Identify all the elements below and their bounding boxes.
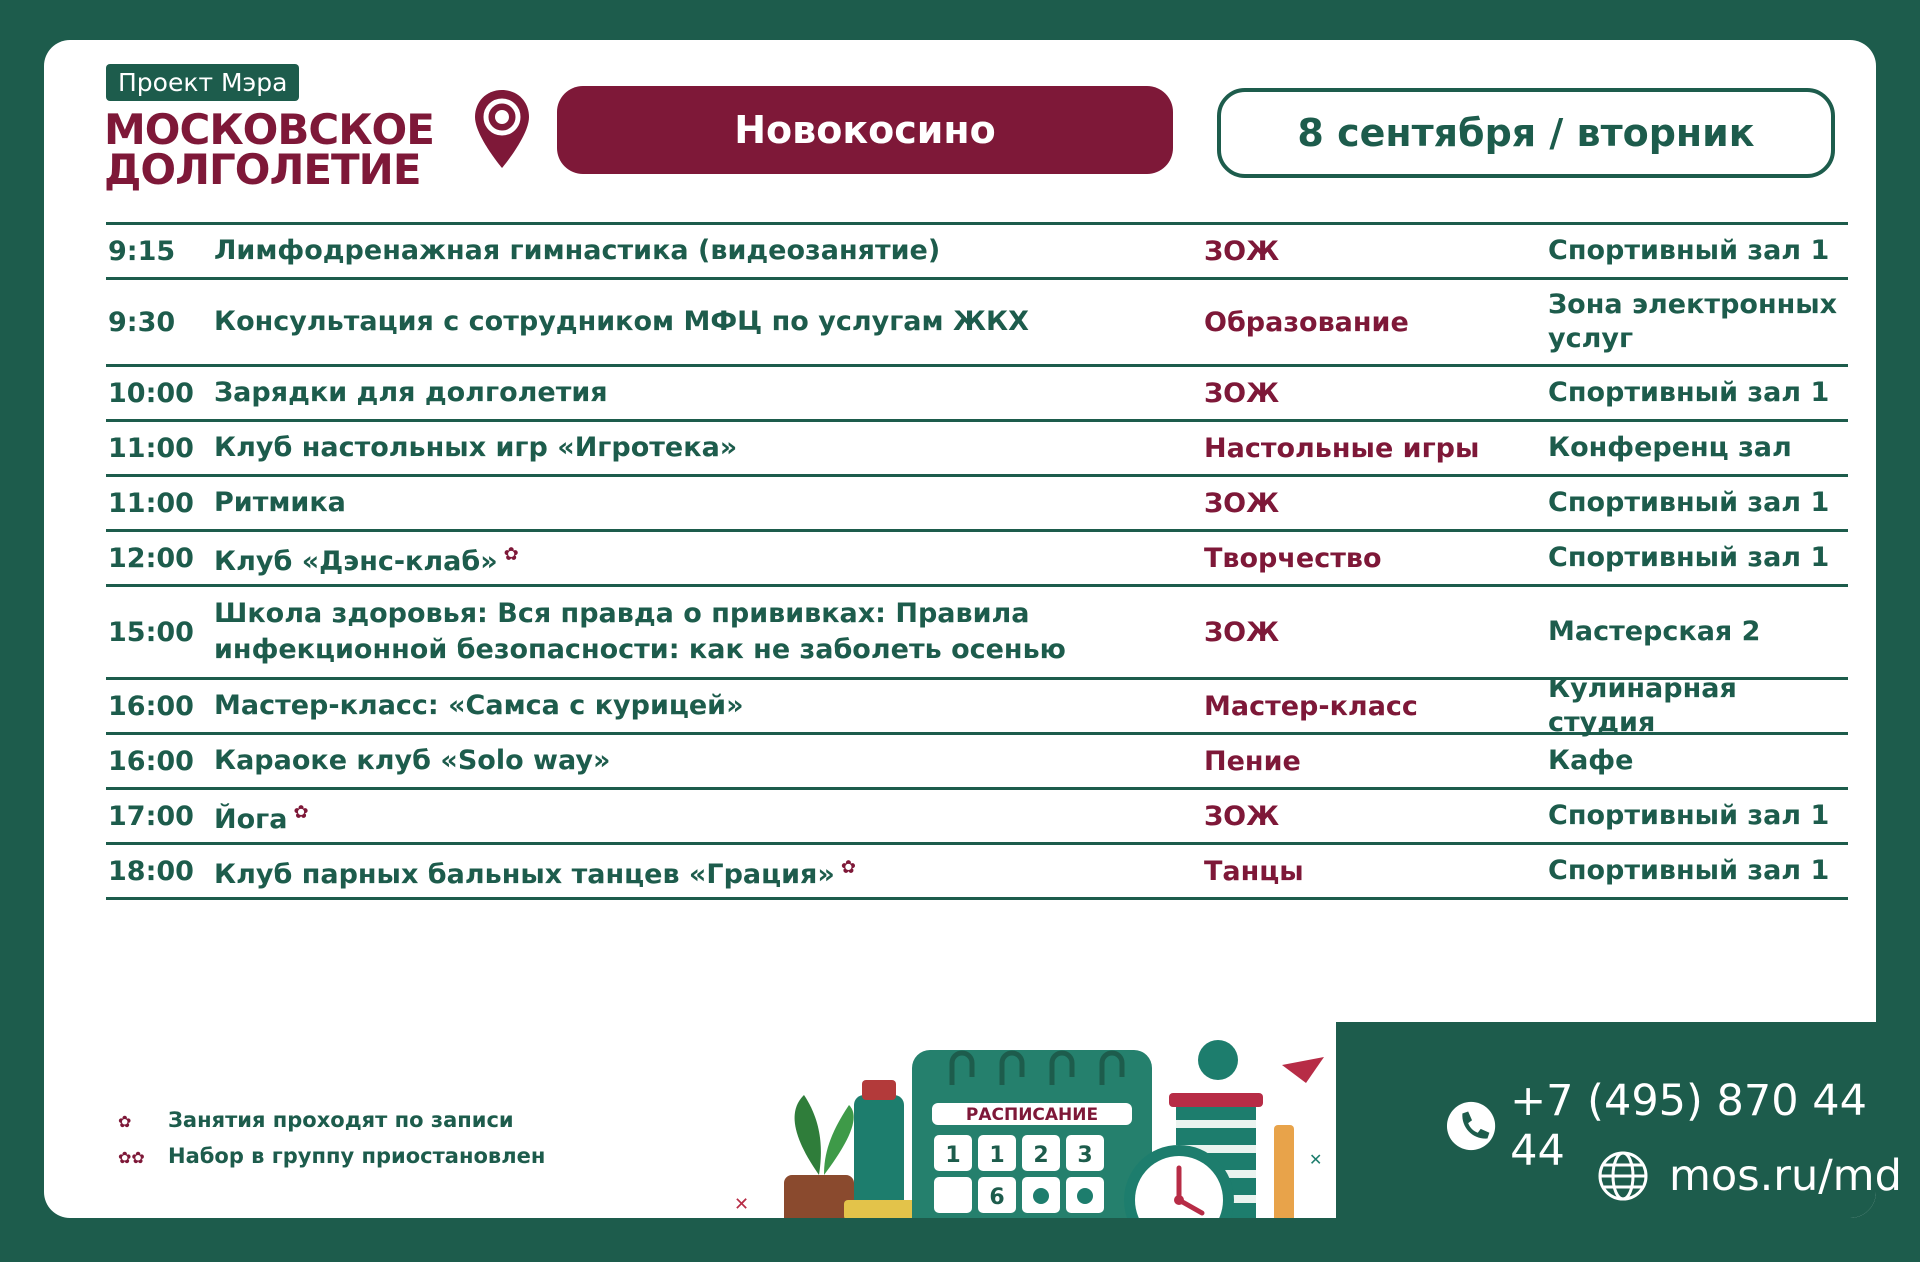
phone-number[interactable]: +7 (495) 870 44 44	[1510, 1076, 1867, 1176]
table-row	[106, 790, 1848, 845]
row-category: Творчество	[1204, 542, 1382, 574]
table-row	[106, 422, 1848, 477]
row-category: Мастер-класс	[1204, 690, 1418, 722]
table-row	[106, 735, 1848, 790]
row-title: Лимфодренажная гимнастика (видеозанятие)	[214, 235, 941, 266]
row-title: Ритмика	[214, 487, 346, 518]
table-row	[106, 532, 1848, 587]
row-place: Кафе	[1548, 745, 1634, 776]
signup-flower-icon: ✿	[840, 856, 856, 878]
row-category: Настольные игры	[1204, 432, 1480, 464]
plant-pot-shape	[784, 1175, 854, 1218]
row-place: Конференц зал	[1548, 432, 1792, 463]
row-category: Танцы	[1204, 855, 1304, 887]
flower-icon: ✿	[118, 1112, 132, 1131]
row-title: Клуб настольных игр «Игротека»	[214, 432, 738, 463]
row-time: 11:00	[108, 487, 194, 519]
site-url[interactable]: mos.ru/md	[1669, 1151, 1902, 1201]
calendar-day: 3	[1077, 1143, 1093, 1168]
location-label: Новокосино	[557, 86, 1173, 174]
row-title: Караоке клуб «Solo way»	[214, 745, 611, 776]
row-place: Спортивный зал 1	[1548, 855, 1830, 886]
row-time: 18:00	[108, 855, 194, 887]
svg-text:✕: ✕	[734, 1194, 750, 1215]
row-time: 10:00	[108, 377, 194, 409]
row-title-wrap	[214, 795, 1204, 838]
table-row	[106, 587, 1848, 680]
plant-leaf-shape	[824, 1105, 854, 1175]
row-place: Спортивный зал 1	[1548, 487, 1830, 518]
calendar-title: РАСПИСАНИЕ	[965, 1105, 1099, 1125]
calendar-day: 6	[989, 1185, 1005, 1210]
schedule-table	[106, 222, 1848, 900]
row-time: 15:00	[108, 616, 194, 648]
project-badge: Проект Мэра	[106, 64, 299, 101]
table-row	[106, 845, 1848, 900]
legend-text: Набор в группу приостановлен	[168, 1144, 546, 1168]
table-row	[106, 280, 1848, 367]
legend-text: Занятия проходят по записи	[168, 1108, 514, 1132]
location-pin-icon	[472, 88, 532, 170]
site-contact[interactable]	[1597, 1150, 1902, 1202]
phone-icon	[1446, 1100, 1496, 1152]
logo-line-1: МОСКОВСКОЕ	[104, 105, 434, 154]
calendar-day: 1	[945, 1143, 961, 1168]
globe-icon	[1597, 1150, 1649, 1202]
row-category: ЗОЖ	[1204, 800, 1280, 832]
row-title-wrap	[214, 850, 1204, 893]
calendar-day: 2	[1033, 1143, 1049, 1168]
legend-item-closed	[118, 1144, 545, 1168]
row-time: 12:00	[108, 542, 194, 574]
schedule-illustration: РАСПИСАНИЕ 1 1 2 3 6 20 ✕ ✕	[684, 985, 1344, 1218]
legend-item-signup	[118, 1108, 514, 1132]
row-place: Спортивный зал 1	[1548, 542, 1830, 573]
bottle-shape	[854, 1095, 904, 1218]
row-time: 16:00	[108, 745, 194, 777]
row-time: 16:00	[108, 690, 194, 722]
row-title: Консультация с сотрудником МФЦ по услугам ЖКХ	[214, 306, 1029, 337]
row-place: Мастерская 2	[1548, 616, 1761, 647]
row-place: Зона электронных услуг	[1548, 289, 1838, 354]
row-time: 17:00	[108, 800, 194, 832]
row-category: Образование	[1204, 306, 1409, 338]
pencil-shape	[1274, 1125, 1294, 1218]
signup-flower-icon: ✿	[503, 543, 519, 565]
double-flower-icon: ✿✿	[118, 1148, 145, 1167]
row-place: Кулинарная студия	[1548, 673, 1737, 738]
plant-leaf-shape	[795, 1095, 821, 1175]
row-time: 9:15	[108, 235, 176, 267]
row-time: 9:30	[108, 306, 176, 338]
calendar-day: 1	[989, 1143, 1005, 1168]
paper-plane-icon	[1282, 1057, 1324, 1083]
row-category: Пение	[1204, 745, 1301, 777]
row-category: ЗОЖ	[1204, 487, 1280, 519]
table-row	[106, 477, 1848, 532]
table-row	[106, 673, 1848, 738]
row-title: Школа здоровья: Вся правда о прививках: Правила инфекционной безопасности: как не заболеть осенью	[214, 598, 1066, 665]
row-title-wrap	[214, 537, 1204, 580]
bottle-cap-shape	[862, 1080, 896, 1100]
schedule-card	[44, 40, 1876, 1252]
date-label: 8 сентября / вторник	[1217, 88, 1835, 178]
row-category: ЗОЖ	[1204, 616, 1280, 648]
row-time: 11:00	[108, 432, 194, 464]
row-place: Спортивный зал 1	[1548, 377, 1830, 408]
row-title: Мастер-класс: «Самса с курицей»	[214, 690, 744, 721]
row-title: Клуб «Дэнс-клаб»	[214, 545, 498, 577]
row-category: ЗОЖ	[1204, 235, 1280, 267]
row-place: Спортивный зал 1	[1548, 235, 1830, 266]
table-row	[106, 225, 1848, 280]
svg-text:✕: ✕	[1309, 1150, 1323, 1169]
signup-flower-icon: ✿	[293, 801, 309, 823]
logo-line-2: ДОЛГОЛЕТИЕ	[104, 145, 421, 194]
row-title: Клуб парных бальных танцев «Грация»	[214, 858, 835, 890]
row-title: Зарядки для долголетия	[214, 377, 608, 408]
table-row	[106, 367, 1848, 422]
row-category: ЗОЖ	[1204, 377, 1280, 409]
row-title: Йога	[214, 803, 288, 835]
row-place: Спортивный зал 1	[1548, 800, 1830, 831]
